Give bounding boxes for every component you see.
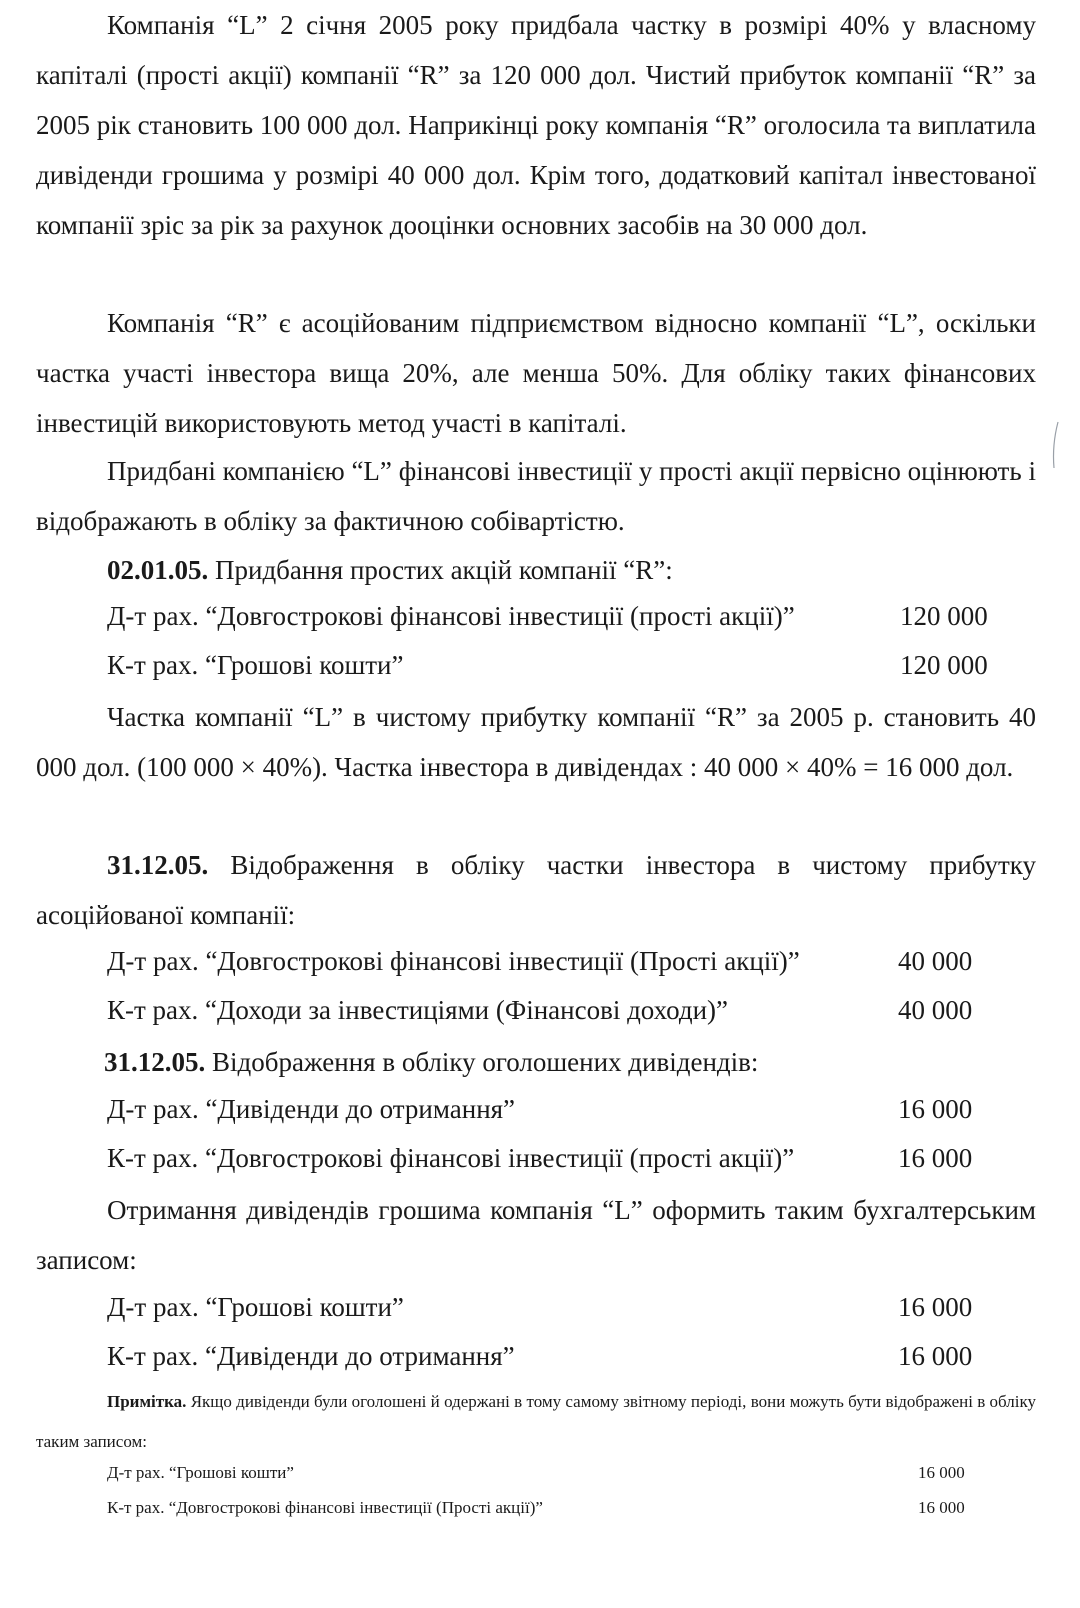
scan-mark: [1050, 420, 1060, 470]
section-text: Придбання простих акцій компанії “R”:: [208, 555, 673, 585]
entry-credit-amount: 40 000: [898, 995, 973, 1025]
section-acquisition: [36, 545, 1036, 595]
entry-debit-amount: 16 000: [898, 1094, 973, 1124]
entry-debit: Д-т рах. “Довгострокові фінансові інвестиції (прості акції)”: [107, 601, 795, 631]
entry-debit: Д-т рах. “Грошові кошти”: [107, 1292, 404, 1322]
entry-credit: К-т рах. “Доходи за інвестиціями (Фінансові доходи)”: [107, 995, 728, 1025]
section-profit-share: [36, 840, 1036, 940]
entry-debit-amount: 16 000: [898, 1292, 973, 1322]
entry-debit-amount: 40 000: [898, 946, 973, 976]
note-text: Якщо дивіденди були оголошені й одержані в тому самому звітному періоді, вони можуть бути відображені в обліку таким записом:: [36, 1392, 1036, 1451]
entry-debit: Д-т рах. “Дивіденди до отримання”: [107, 1094, 516, 1124]
entry-credit: К-т рах. “Грошові кошти”: [107, 650, 404, 680]
section-text: Відображення в обліку частки інвестора в чистому прибутку асоційованої компанії:: [36, 850, 1036, 930]
note-label: Примітка.: [107, 1392, 187, 1411]
paragraph-intro: Компанія “L” 2 січня 2005 року придбала частку в розмірі 40% у власному капіталі (прості акції) компанії “R” за 120 000 дол. Чистий прибуток компанії “R” за 2005 рік становить 100 000 дол. Наприкінці року компанія “R” оголосила та виплатила дивіденди грошима у розмірі 40 000 дол. Крім того, додатковий капітал інвестованої компанії зріс за рік за рахунок дооцінки основних засобів на 30 000 дол.: [36, 10, 1036, 240]
section-date: 02.01.05.: [107, 555, 209, 585]
entry-credit-amount: 16 000: [898, 1341, 973, 1371]
note-entry-debit: Д-т рах. “Грошові кошти”: [107, 1463, 294, 1482]
note-entry-debit-amount: 16 000: [918, 1463, 965, 1482]
note-entry-credit: К-т рах. “Довгострокові фінансові інвестиції (Прості акції)”: [107, 1498, 543, 1517]
section-dividends-declared: [104, 1037, 1034, 1087]
section-text: Відображення в обліку оголошених дивідендів:: [205, 1047, 759, 1077]
entry-credit: К-т рах. “Довгострокові фінансові інвестиції (прості акції)”: [107, 1143, 795, 1173]
entry-debit: Д-т рах. “Довгострокові фінансові інвестиції (Прості акції)”: [107, 946, 800, 976]
section-date: 31.12.05.: [107, 850, 209, 880]
note-paragraph: [36, 1382, 1036, 1462]
note-entry-credit-amount: 16 000: [918, 1498, 965, 1517]
paragraph-share-calculation: Частка компанії “L” в чистому прибутку компанії “R” за 2005 р. становить 40 000 дол. (100 000 × 40%). Частка інвестора в дивідендах : 40 000 × 40% = 16 000 дол.: [36, 702, 1036, 782]
paragraph-dividend-receipt: Отримання дивідендів грошима компанія “L” оформить таким бухгалтерським записом:: [36, 1195, 1036, 1275]
paragraph-initial-measurement: Придбані компанією “L” фінансові інвестиції у прості акції первісно оцінюють і відображають в обліку за фактичною собівартістю.: [36, 456, 1036, 536]
section-date: 31.12.05.: [104, 1047, 206, 1077]
entry-debit-amount: 120 000: [900, 601, 988, 631]
paragraph-associate: Компанія “R” є асоційованим підприємством відносно компанії “L”, оскільки частка участі інвестора вища 20%, але менша 50%. Для обліку таких фінансових інвестицій використовують метод участі в капіталі.: [36, 308, 1036, 438]
entry-credit: К-т рах. “Дивіденди до отримання”: [107, 1341, 515, 1371]
entry-credit-amount: 120 000: [900, 650, 988, 680]
entry-credit-amount: 16 000: [898, 1143, 973, 1173]
